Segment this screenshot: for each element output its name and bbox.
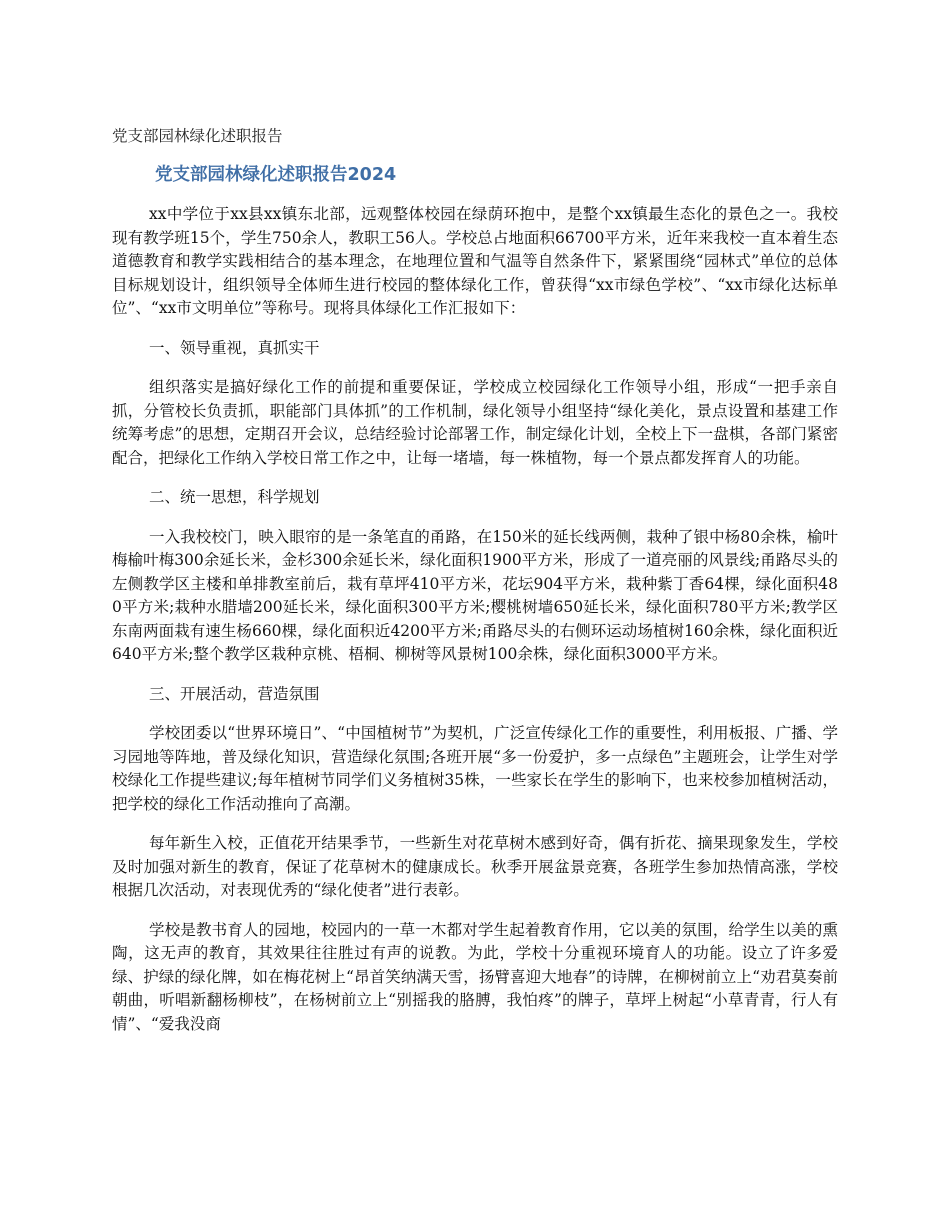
document-label: 党支部园林绿化述职报告 [112,127,283,145]
document-title: 党支部园林绿化述职报告2024 [155,165,397,185]
section-2-paragraph: 一入我校校门，映入眼帘的是一条笔直的甬路，在150米的延长线两侧，栽种了银中杨80余株，榆叶梅榆叶梅300余延长米，金杉300余延长米，绿化面积1900平方米，形成了一道亮丽的风景线;甬路尽头的左侧教学区主楼和单排教室前后，栽有草坪410平方米，花坛904平方米，栽种紫丁香64棵，绿化面积480平方米;栽种水腊墙200延长米，绿化面积300平方米;樱桃树墙650延长米，绿化面积780平方米;教学区东南两面栽有速生杨660棵，绿化面积近4200平方米;甬路尽头的右侧环运动场植树160余株，绿化面积近640平方米;整个教学区栽种京桃、梧桐、柳树等风景树100余株，绿化面积3000平方米。 [112,527,838,663]
section-3-paragraph-3: 学校是教书育人的园地，校园内的一草一木都对学生起着教育作用，它以美的氛围，给学生以美的熏陶，这无声的教育，其效果往往胜过有声的说教。为此，学校十分重视环境育人的功能。设立了许多爱绿、护绿的绿化牌，如在梅花树上“昂首笑纳满天雪，扬臂喜迎大地春”的诗牌，在柳树前立上“劝君莫奏前朝曲，听唱新翻杨柳枝”，在杨树前立上“别摇我的胳膊，我怕疼”的牌子，草坪上树起“小草青青，行人有情”、“爱我没商 [112,920,838,1033]
section-heading-1: 一、领导重视，真抓实干 [149,338,320,357]
section-3-paragraph-2: 每年新生入校，正值花开结果季节，一些新生对花草树木感到好奇，偶有折花、摘果现象发生，学校及时加强对新生的教育，保证了花草树木的健康成长。秋季开展盆景竞赛，各班学生参加热情高涨，学校根据几次活动，对表现优秀的“绿化使者”进行表彰。 [112,834,838,899]
document-body [112,203,838,1052]
section-1-paragraph: 组织落实是搞好绿化工作的前提和重要保证，学校成立校园绿化工作领导小组，形成“一把手亲自抓，分管校长负责抓，职能部门具体抓”的工作机制，绿化领导小组坚持“绿化美化，景点设置和基建工作统筹考虑”的思想，定期召开会议，总结经验讨论部署工作，制定绿化计划，全校上下一盘棋，各部门紧密配合，把绿化工作纳入学校日常工作之中，让每一堵墙，每一株植物，每一个景点都发挥育人的功能。 [112,378,838,467]
intro-paragraph: xx中学位于xx县xx镇东北部，远观整体校园在绿荫环抱中，是整个xx镇最生态化的景色之一。我校现有教学班15个，学生750余人，教职工56人。学校总占地面积66700平方米，近年来我校一直本着生态道德教育和教学实践相结合的基本理念，在地理位置和气温等自然条件下，紧紧围绕“园林式”单位的总体目标规划设计，组织领导全体师生进行校园的整体绿化工作，曾获得“xx市绿色学校”、“xx市绿化达标单位”、“xx市文明单位”等称号。现将具体绿化工作汇报如下： [112,205,838,317]
section-3-paragraph-1: 学校团委以“世界环境日”、“中国植树节”为契机，广泛宣传绿化工作的重要性，利用板报、广播、学习园地等阵地，普及绿化知识，营造绿化氛围;各班开展“多一份爱护，多一点绿色”主题班会，让学生对学校绿化工作提些建议;每年植树节同学们义务植树35株，一些家长在学生的影响下，也来校参加植树活动，把学校的绿化工作活动推向了高潮。 [112,724,838,813]
section-heading-3: 三、开展活动，营造氛围 [149,684,320,703]
section-heading-2: 二、统一思想，科学规划 [149,488,320,506]
